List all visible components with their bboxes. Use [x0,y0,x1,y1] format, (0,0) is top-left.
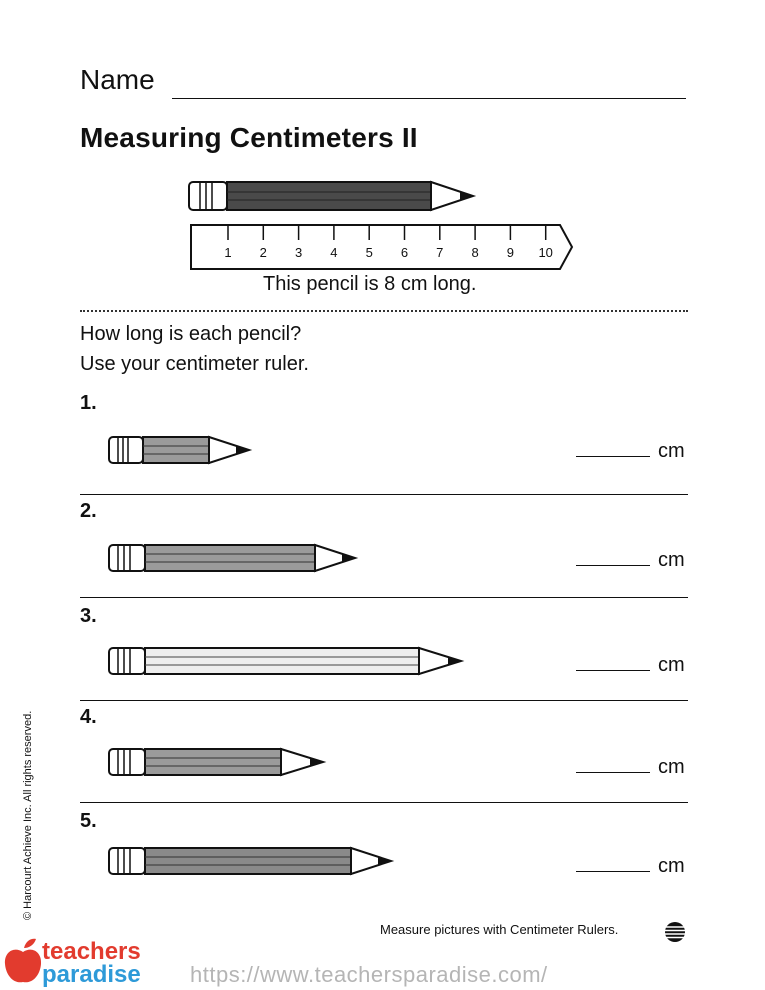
name-label: Name [80,64,155,95]
answer-4 [576,756,685,779]
answer-3-blank[interactable] [576,670,650,671]
example-pencil [188,180,478,214]
answer-5-blank[interactable] [576,871,650,872]
ruler-tick-label: 1 [224,245,232,260]
ruler-tick-label: 9 [506,245,515,260]
name-input-line[interactable] [172,98,686,99]
question-1-number: 1. [80,392,97,414]
answer-2 [576,549,685,572]
dotted-divider [80,310,688,312]
answer-1-unit: cm [658,440,685,462]
answer-2-blank[interactable] [576,565,650,566]
answer-1 [576,440,685,463]
question-4-number: 4. [80,706,97,728]
question-separator [80,802,688,803]
answer-5 [576,855,685,878]
site-url[interactable]: https://www.teachersparadise.com/ [190,962,548,987]
example-caption: This pencil is 8 cm long. [263,273,477,295]
logo-text-teachers: teachers [42,938,141,965]
pencil-3 [108,647,468,679]
ruler-tick-label: 10 [538,245,553,260]
ruler-tick-label: 3 [294,245,303,260]
answer-2-unit: cm [658,549,685,571]
footer-note: Measure pictures with Centimeter Rulers. [380,922,619,937]
apple-logo-icon [2,936,44,986]
answer-3 [576,654,685,677]
question-2-number: 2. [80,500,97,522]
footer-note-icon [663,920,687,944]
ruler-tick-label: 6 [400,245,409,260]
question-separator [80,494,688,495]
question-separator [80,700,688,701]
pencil-1 [108,436,258,468]
centimeter-ruler [190,224,580,272]
ruler-tick-label: 2 [259,245,267,260]
answer-3-unit: cm [658,654,685,676]
ruler-tick-label: 7 [436,245,444,260]
answer-4-unit: cm [658,756,685,778]
pencil-4 [108,748,338,780]
ruler-tick-label: 5 [365,245,373,260]
instruction-line-1: How long is each pencil? [80,323,302,345]
copyright-notice: © Harcourt Achieve Inc. All rights reserved. [22,710,34,920]
question-3-number: 3. [80,605,97,627]
logo-text-paradise: paradise [42,961,141,988]
ruler-tick-label: 4 [330,245,338,260]
pencil-2 [108,544,368,576]
answer-5-unit: cm [658,855,685,877]
instruction-line-2: Use your centimeter ruler. [80,353,309,375]
ruler-tick-label: 8 [471,245,479,260]
answer-1-blank[interactable] [576,456,650,457]
answer-4-blank[interactable] [576,772,650,773]
page-title: Measuring Centimeters II [80,122,418,153]
question-5-number: 5. [80,810,97,832]
pencil-5 [108,847,408,879]
question-separator [80,597,688,598]
